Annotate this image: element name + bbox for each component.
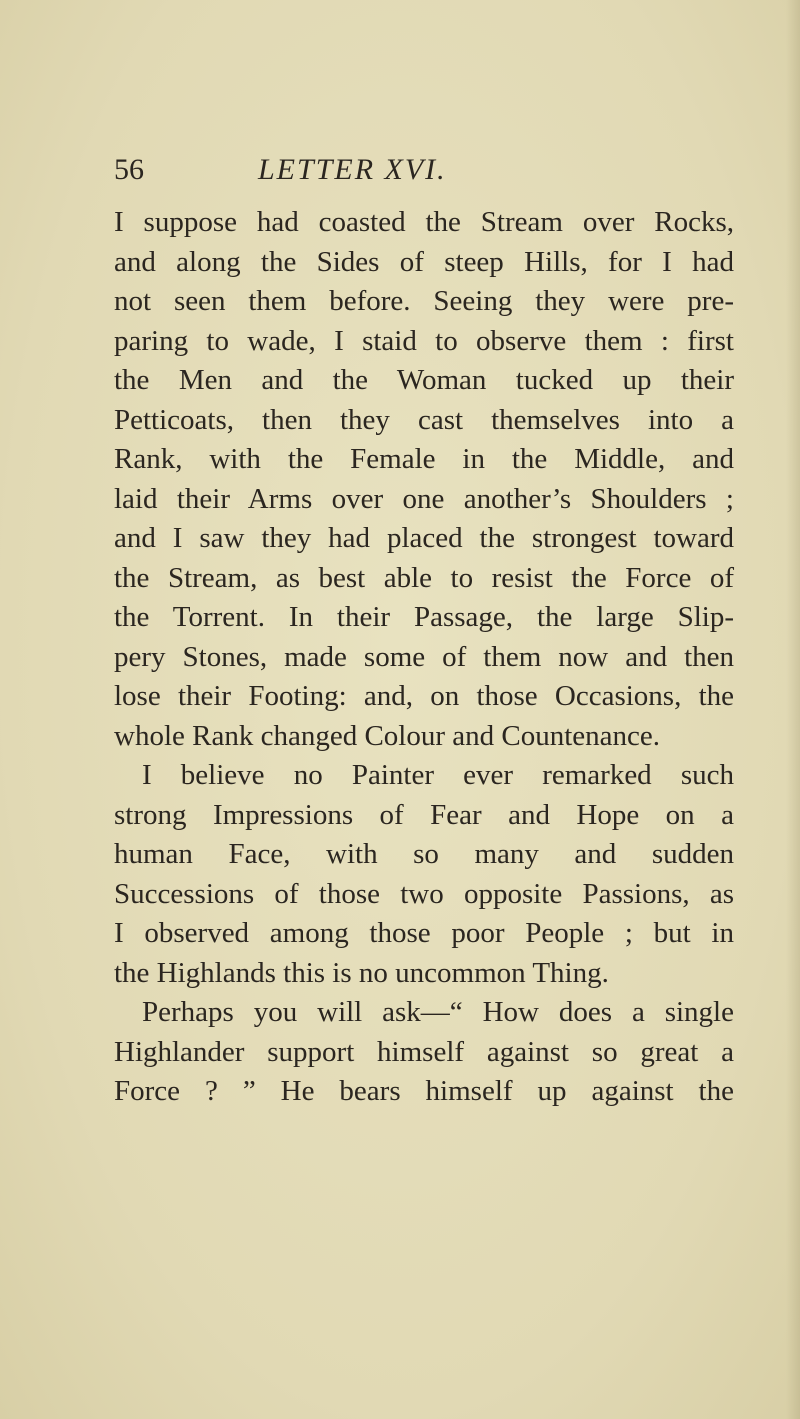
text-line: not seen them before. Seeing they were pre- bbox=[114, 285, 734, 317]
text-line: the Men and the Woman tucked up their bbox=[114, 364, 734, 396]
text-line: Perhaps you will ask—“ How does a single bbox=[142, 996, 734, 1028]
text-line: lose their Footing: and, on those Occasions, the bbox=[114, 680, 734, 712]
page-edge-shadow bbox=[786, 0, 800, 1419]
text-line: paring to wade, I staid to observe them : first bbox=[114, 324, 734, 357]
text-line: Petticoats, then they cast themselves into a bbox=[114, 403, 734, 436]
text-line: and along the Sides of steep Hills, for I had bbox=[114, 245, 734, 278]
text-line: human Face, with so many and sudden bbox=[114, 838, 734, 870]
text-line: whole Rank changed Colour and Countenance. bbox=[114, 719, 661, 752]
text-line: Successions of those two opposite Passions, as bbox=[114, 877, 734, 910]
page-header bbox=[114, 150, 734, 190]
text-line: pery Stones, made some of them now and then bbox=[114, 640, 734, 673]
body-text bbox=[114, 203, 734, 1112]
text-line: the Stream, as best able to resist the Force of bbox=[114, 561, 734, 594]
running-head: LETTER XVI. bbox=[258, 153, 447, 186]
text-line: Highlander support himself against so great a bbox=[114, 1035, 734, 1068]
text-line: I suppose had coasted the Stream over Rocks, bbox=[114, 206, 734, 238]
text-line: the Highlands this is no uncommon Thing. bbox=[114, 956, 609, 989]
text-line: Rank, with the Female in the Middle, and bbox=[114, 443, 734, 475]
text-line: strong Impressions of Fear and Hope on a bbox=[114, 798, 734, 831]
text-line: Force ? ” He bears himself up against the bbox=[114, 1075, 734, 1107]
text-line: laid their Arms over one another’s Shoulders ; bbox=[114, 482, 734, 515]
text-line: I believe no Painter ever remarked such bbox=[142, 759, 734, 791]
text-line: the Torrent. In their Passage, the large Slip- bbox=[114, 601, 734, 633]
page-number: 56 bbox=[114, 153, 144, 186]
text-line: I observed among those poor People ; but in bbox=[114, 917, 734, 949]
text-line: and I saw they had placed the strongest toward bbox=[114, 522, 734, 554]
